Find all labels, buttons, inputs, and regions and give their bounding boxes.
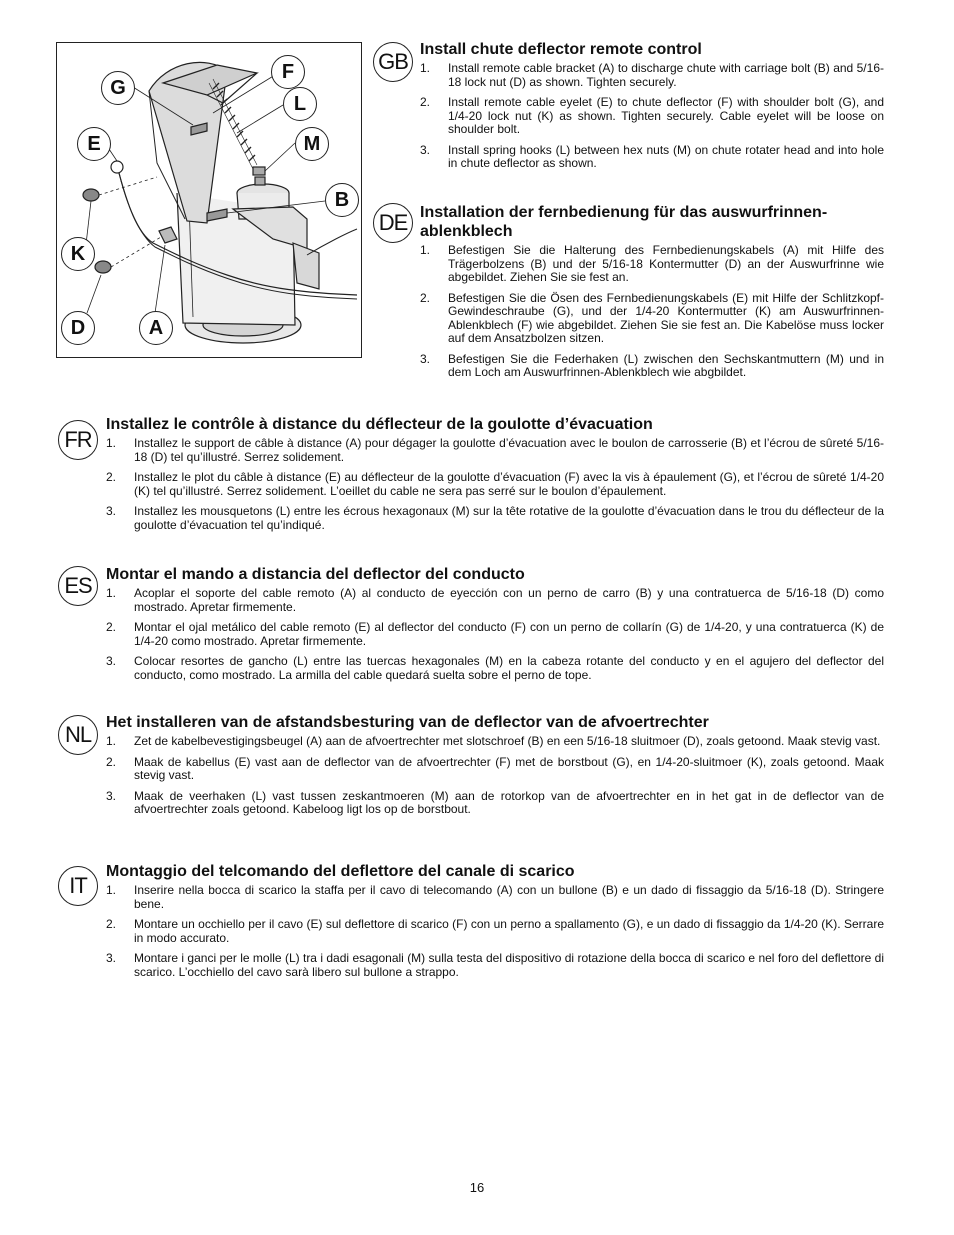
item-text: Befestigen Sie die Ösen des Fernbedienungskabels (E) mit Hilfe der Schlitzkopf-Gewindeschraube (G), und der 1/4-20 Kontermutter (K) am Auswurfrinnen-Ablenkblech (F) wie abgebildet. Ziehen Sie sie fest an. Die Kabelöse muss locker auf dem Ansatzbolzen sitzen. (448, 290, 884, 345)
section-fr (106, 415, 884, 539)
language-badge-nl: NL (58, 715, 98, 755)
list-item (106, 790, 884, 817)
item-number: 2. (420, 290, 431, 305)
item-text: Colocar resortes de gancho (L) entre las tuercas hexagonales (M) en la cabeza rotante del conducto y en el agujero del deflector del conducto, como mostrado. La armilla del cable quedará suelta sobre el perno de tope. (134, 654, 884, 682)
language-badge-fr: FR (58, 420, 98, 460)
item-text: Inserire nella bocca di scarico la staffa per il cavo di telecomando (A) con un bullone (B) e un dado di fissaggio da 5/16-18 (D). Stringere bene. (134, 883, 884, 911)
item-text: Acoplar el soporte del cable remoto (A) al conducto de eyección con un perno de carro (B) y una contratuerca de 5/16-18 (D) como mostrado. Apretar firmemente. (134, 586, 884, 614)
section-gb (420, 40, 884, 178)
callout-f: F (271, 55, 305, 89)
item-number: 1. (106, 734, 117, 748)
item-text: Installez le support de câble à distance (A) pour dégager la goulotte d’évacuation avec le boulon de carrosserie (B) et l’écrou de sûreté 5/16-18 (D) tel qu’illustré. Serrez solidement. (134, 436, 884, 464)
item-text: Montar el ojal metálico del cable remoto (E) al deflector del conducto (F) con un perno de collarín (G) de 1/4-20, y una contratuerca (K) de 1/4-20 como mostrado. Apretar firmemente. (134, 620, 884, 648)
list-item (106, 918, 884, 945)
item-text: Install remote cable eyelet (E) to chute deflector (F) with shoulder bolt (G), and 1/4-20 lock nut (K) as shown. Tighten securely. Cable eyelet will be loose on shoulder bolt. (448, 95, 884, 136)
list-item (106, 587, 884, 614)
callout-l: L (283, 87, 317, 121)
item-number: 2. (106, 754, 117, 769)
page-number: 16 (469, 1180, 485, 1195)
item-text: Maak de veerhaken (L) vast tussen zeskantmoeren (M) aan de rotorkop van de afvoertrechter en in het gat in de deflector van de afvoertrechter zoals getoond. Kabeloog ligt los op de borstbout. (134, 788, 884, 816)
list-item (106, 505, 884, 532)
item-number: 2. (106, 917, 117, 931)
item-number: 2. (106, 620, 117, 634)
chute-deflector-illustration (56, 42, 362, 358)
section-title: Montar el mando a distancia del deflector del conducto (106, 566, 525, 583)
item-text: Install remote cable bracket (A) to discharge chute with carriage bolt (B) and 5/16-18 lock nut (D) as shown. Tighten securely. (448, 61, 884, 89)
item-number: 1. (420, 243, 431, 257)
section-it (106, 862, 884, 986)
list-item (420, 353, 884, 380)
callout-b: B (325, 183, 359, 217)
item-number: 3. (106, 951, 117, 965)
list-item (420, 244, 884, 285)
section-nl (106, 713, 884, 824)
item-text: Install spring hooks (L) between hex nuts (M) on chute rotater head and into hole in chute deflector as shown. (448, 142, 884, 170)
list-item (420, 96, 884, 137)
list-item (420, 292, 884, 346)
list-item (106, 655, 884, 682)
instruction-list (106, 735, 884, 817)
section-title: Het installeren van de afstandsbesturing van de deflector van de afvoertrechter (106, 714, 709, 731)
section-es (106, 565, 884, 689)
list-item (106, 735, 884, 749)
item-number: 2. (420, 95, 431, 109)
item-number: 3. (420, 351, 431, 366)
section-title: Installation der fernbedienung für das auswurfrinnen-ablenkblech (420, 204, 828, 240)
list-item (106, 952, 884, 979)
item-text: Befestigen Sie die Halterung des Fernbedienungskabels (A) mit Hilfe des Trägerbolzens (B) und der 5/16-18 Kontermutter (D) an der Auswurfrinne wie abgebildet. Ziehen Sie sie fest an. (448, 243, 884, 284)
item-text: Installez les mousquetons (L) entre les écrous hexagonaux (M) sur la tête rotative de la goulotte d’évacuation dans le trou du déflecteur de la goulotte d’évacuation tel qu’indiqué. (134, 504, 884, 532)
language-badge-gb: GB (373, 42, 413, 82)
item-number: 3. (106, 654, 117, 668)
item-text: Montare i ganci per le molle (L) tra i dadi esagonali (M) sulla testa del dispositivo di rotazione della bocca di scarico e nel foro del deflettore di scarico. L’occhiello del cavo sarà libero sul bullone a strappo. (134, 951, 884, 979)
section-title: Installez le contrôle à distance du déflecteur de la goulotte d’évacuation (106, 416, 653, 433)
instruction-list (106, 587, 884, 682)
language-badge-it: IT (58, 866, 98, 906)
item-text: Maak de kabellus (E) vast aan de deflector van de afvoertrechter (F) met de borstbout (G), en 1/4-20-sluitmoer (K), zoals getoond. Maak stevig vast. (134, 754, 884, 782)
item-number: 3. (106, 504, 117, 518)
instruction-list (106, 884, 884, 979)
item-number: 1. (106, 883, 117, 897)
item-number: 1. (420, 61, 431, 75)
section-de (420, 203, 884, 387)
language-badge-de: DE (373, 203, 413, 243)
item-number: 3. (106, 788, 117, 803)
item-text: Installez le plot du câble à distance (E) au déflecteur de la goulotte d’évacuation (F) avec la vis à épaulement (G), et l’écrou de sûreté 1/4-20 (K) tel qu’illustré. Serrez solidement. L’oeillet du cable ne sera pas serré sur le boulon d’épaulement. (134, 470, 884, 498)
callout-m: M (295, 127, 329, 161)
section-title: Install chute deflector remote control (420, 41, 702, 58)
item-text: Zet de kabelbevestigingsbeugel (A) aan de afvoertrechter met slotschroef (B) en een 5/16-18 sluitmoer (D), zoals getoond. Maak stevig vast. (134, 734, 881, 748)
callout-g: G (101, 71, 135, 105)
instruction-list (420, 244, 884, 380)
callout-e: E (77, 127, 111, 161)
item-number: 1. (106, 436, 117, 450)
item-number: 2. (106, 470, 117, 484)
item-number: 3. (420, 142, 431, 157)
callout-d: D (61, 311, 95, 345)
callout-k: K (61, 237, 95, 271)
instruction-list (420, 62, 884, 171)
item-text: Befestigen Sie die Federhaken (L) zwischen den Sechskantmuttern (M) und in dem Loch am Auswurfrinnen-Ablenkblech wie abgbildet. (448, 351, 884, 379)
list-item (106, 471, 884, 498)
callout-a: A (139, 311, 173, 345)
section-title: Montaggio del telcomando del deflettore del canale di scarico (106, 863, 575, 880)
item-text: Montare un occhiello per il cavo (E) sul deflettore di scarico (F) con un perno a spallamento (G), e un dado di fissaggio da 1/4-20 (K). Serrare in modo accurato. (134, 917, 884, 945)
instruction-list (106, 437, 884, 532)
list-item (420, 62, 884, 89)
list-item (420, 144, 884, 171)
list-item (106, 437, 884, 464)
list-item (106, 756, 884, 783)
list-item (106, 884, 884, 911)
item-number: 1. (106, 586, 117, 600)
language-badge-es: ES (58, 566, 98, 606)
list-item (106, 621, 884, 648)
